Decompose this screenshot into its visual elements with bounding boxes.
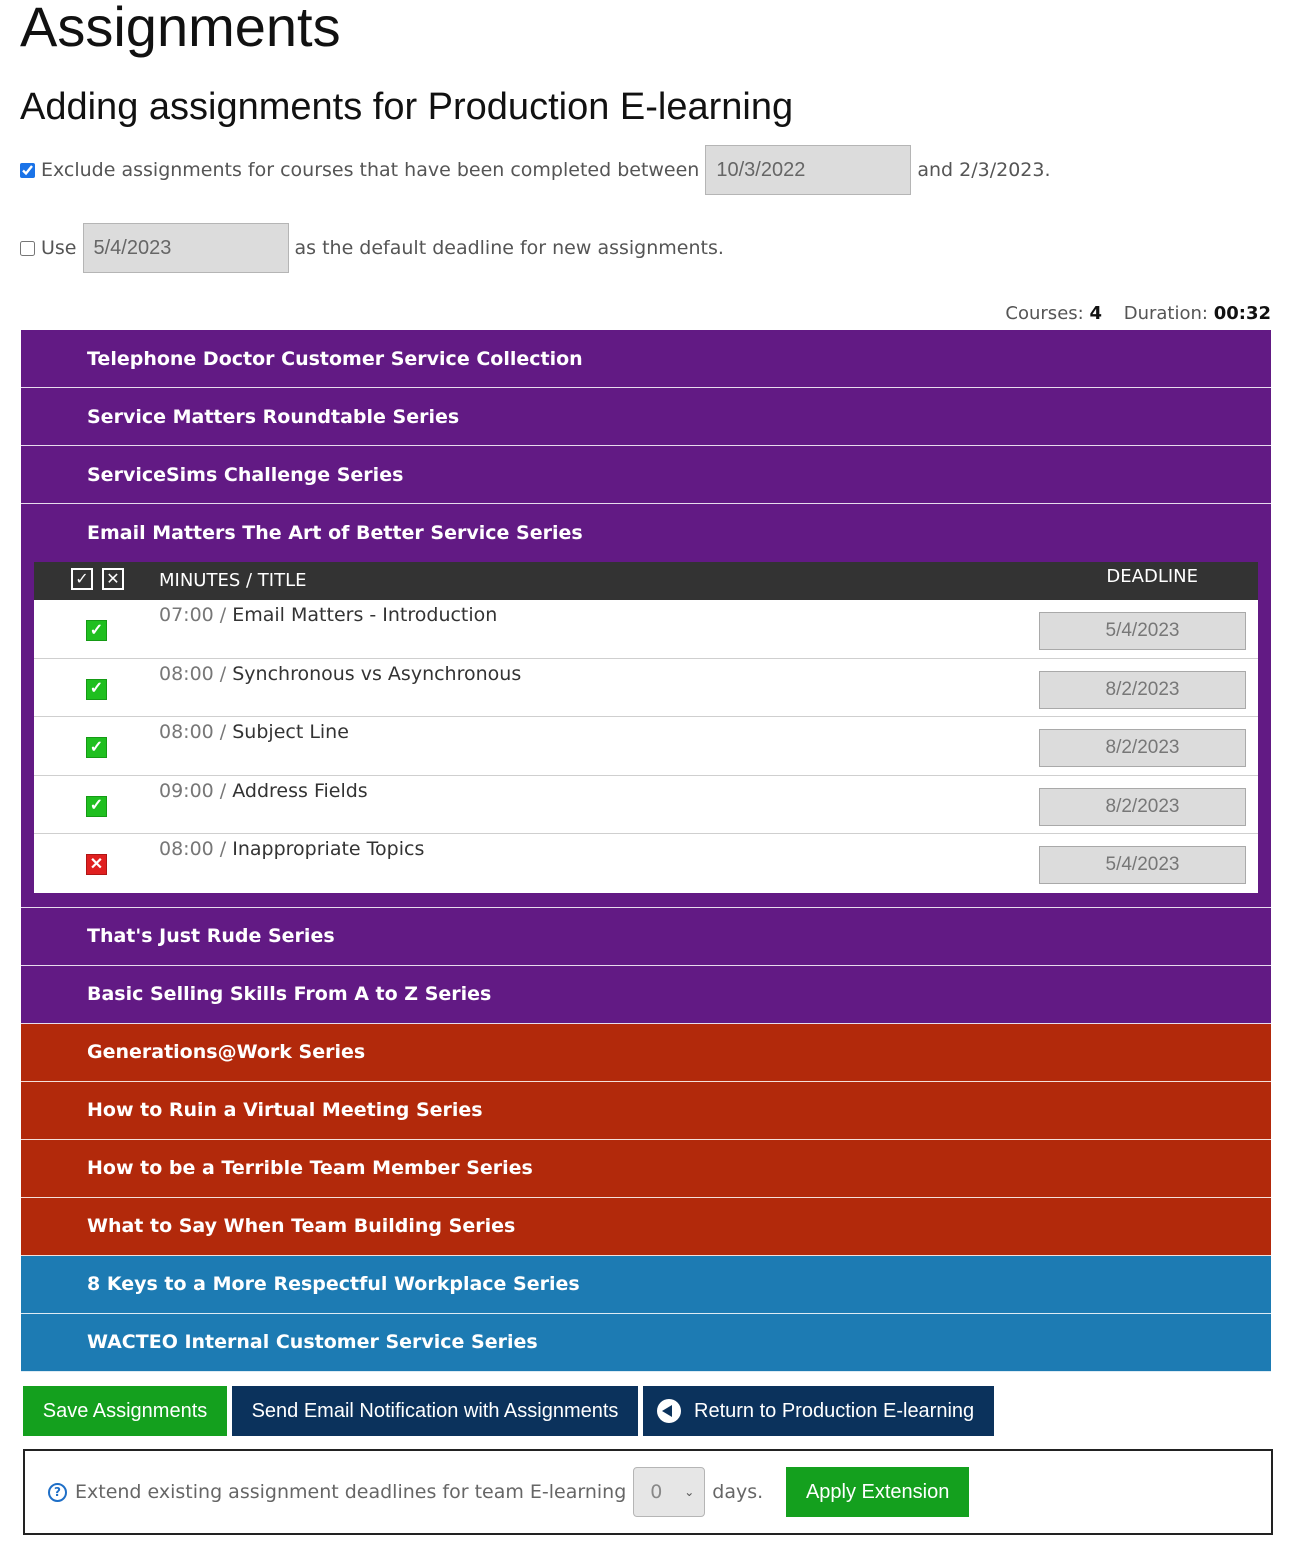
assigned-check-icon[interactable]: ✓ — [86, 620, 107, 641]
course-row — [34, 776, 1258, 835]
default-deadline-date-input[interactable]: 5/4/2023 — [83, 223, 289, 273]
course-minutes: 07:00 / — [159, 604, 227, 626]
course-table-header — [34, 562, 1258, 600]
expanded-series — [21, 504, 1271, 908]
extension-days-select[interactable] — [633, 1467, 705, 1517]
series-header[interactable]: What to Say When Team Building Series — [21, 1198, 1271, 1256]
series-header[interactable]: Email Matters The Art of Better Service Series — [21, 504, 1271, 562]
series-header[interactable]: 8 Keys to a More Respectful Workplace Series — [21, 1256, 1271, 1314]
assigned-check-icon[interactable]: ✓ — [86, 679, 107, 700]
action-buttons — [23, 1386, 994, 1436]
extension-days-suffix: days. — [712, 1481, 764, 1503]
exclude-label-before: Exclude assignments for courses that have been completed between — [41, 159, 700, 181]
extension-panel — [23, 1449, 1273, 1535]
return-button[interactable] — [643, 1386, 994, 1436]
default-deadline-option — [20, 223, 724, 273]
help-icon[interactable]: ? — [48, 1483, 67, 1502]
course-deadline-input[interactable]: 8/2/2023 — [1039, 671, 1246, 709]
duration-label: Duration: — [1123, 303, 1208, 324]
series-list — [21, 330, 1271, 1372]
course-deadline-input[interactable]: 5/4/2023 — [1039, 612, 1246, 650]
course-deadline-input[interactable]: 8/2/2023 — [1039, 729, 1246, 767]
course-minutes: 08:00 / — [159, 721, 227, 743]
back-arrow-icon — [657, 1399, 681, 1423]
exclude-completed-option — [20, 145, 1051, 195]
course-deadline-input[interactable]: 5/4/2023 — [1039, 846, 1246, 884]
deselect-all-icon[interactable]: ✕ — [102, 568, 124, 590]
courses-count: 4 — [1089, 303, 1102, 324]
page-title: Assignments — [20, 0, 341, 58]
series-header[interactable]: ServiceSims Challenge Series — [21, 446, 1271, 504]
exclude-label-after: and 2/3/2023. — [917, 159, 1051, 181]
course-row — [34, 834, 1258, 893]
apply-extension-button[interactable]: Apply Extension — [786, 1467, 969, 1517]
course-stats — [1005, 303, 1271, 324]
page-subtitle: Adding assignments for Production E-learning — [20, 86, 794, 128]
series-header[interactable]: WACTEO Internal Customer Service Series — [21, 1314, 1271, 1372]
default-deadline-label-before: Use — [41, 237, 77, 259]
course-minutes: 08:00 / — [159, 662, 227, 685]
deadline-header: DEADLINE — [1106, 566, 1198, 587]
chevron-down-icon: ⌄ — [684, 1485, 695, 1499]
default-deadline-label-after: as the default deadline for new assignments. — [294, 237, 724, 259]
course-title: Email Matters - Introduction — [232, 604, 498, 626]
course-title: Address Fields — [232, 779, 368, 802]
series-header[interactable]: How to be a Terrible Team Member Series — [21, 1140, 1271, 1198]
courses-label: Courses: — [1005, 303, 1084, 324]
extension-days-value: 0 — [650, 1481, 663, 1503]
series-header[interactable]: Service Matters Roundtable Series — [21, 388, 1271, 446]
course-minutes: 09:00 / — [159, 779, 227, 802]
default-deadline-checkbox[interactable] — [20, 241, 35, 256]
extension-label: Extend existing assignment deadlines for team E-learning — [75, 1481, 627, 1503]
duration-value: 00:32 — [1213, 303, 1271, 324]
series-header[interactable]: Basic Selling Skills From A to Z Series — [21, 966, 1271, 1024]
minutes-title-header: MINUTES / TITLE — [159, 570, 307, 591]
assigned-check-icon[interactable]: ✓ — [86, 737, 107, 758]
series-header[interactable]: That's Just Rude Series — [21, 908, 1271, 966]
exclude-completed-checkbox[interactable] — [20, 163, 35, 178]
exclude-start-date-input[interactable]: 10/3/2022 — [705, 145, 911, 195]
series-header[interactable]: Generations@Work Series — [21, 1024, 1271, 1082]
course-title: Synchronous vs Asynchronous — [232, 662, 522, 685]
series-header[interactable]: Telephone Doctor Customer Service Collection — [21, 330, 1271, 388]
series-header[interactable]: How to Ruin a Virtual Meeting Series — [21, 1082, 1271, 1140]
course-row — [34, 659, 1258, 718]
course-row — [34, 600, 1258, 659]
course-title: Inappropriate Topics — [232, 838, 425, 860]
course-row — [34, 717, 1258, 776]
course-deadline-input[interactable]: 8/2/2023 — [1039, 788, 1246, 826]
return-button-label: Return to Production E-learning — [694, 1399, 975, 1422]
save-assignments-button[interactable]: Save Assignments — [23, 1386, 227, 1436]
unassigned-x-icon[interactable]: ✕ — [86, 854, 107, 875]
send-email-button[interactable]: Send Email Notification with Assignments — [232, 1386, 638, 1436]
select-all-icon[interactable]: ✓ — [71, 568, 93, 590]
course-table — [34, 562, 1258, 893]
assigned-check-icon[interactable]: ✓ — [86, 796, 107, 817]
course-title: Subject Line — [232, 721, 349, 743]
course-minutes: 08:00 / — [159, 838, 227, 860]
